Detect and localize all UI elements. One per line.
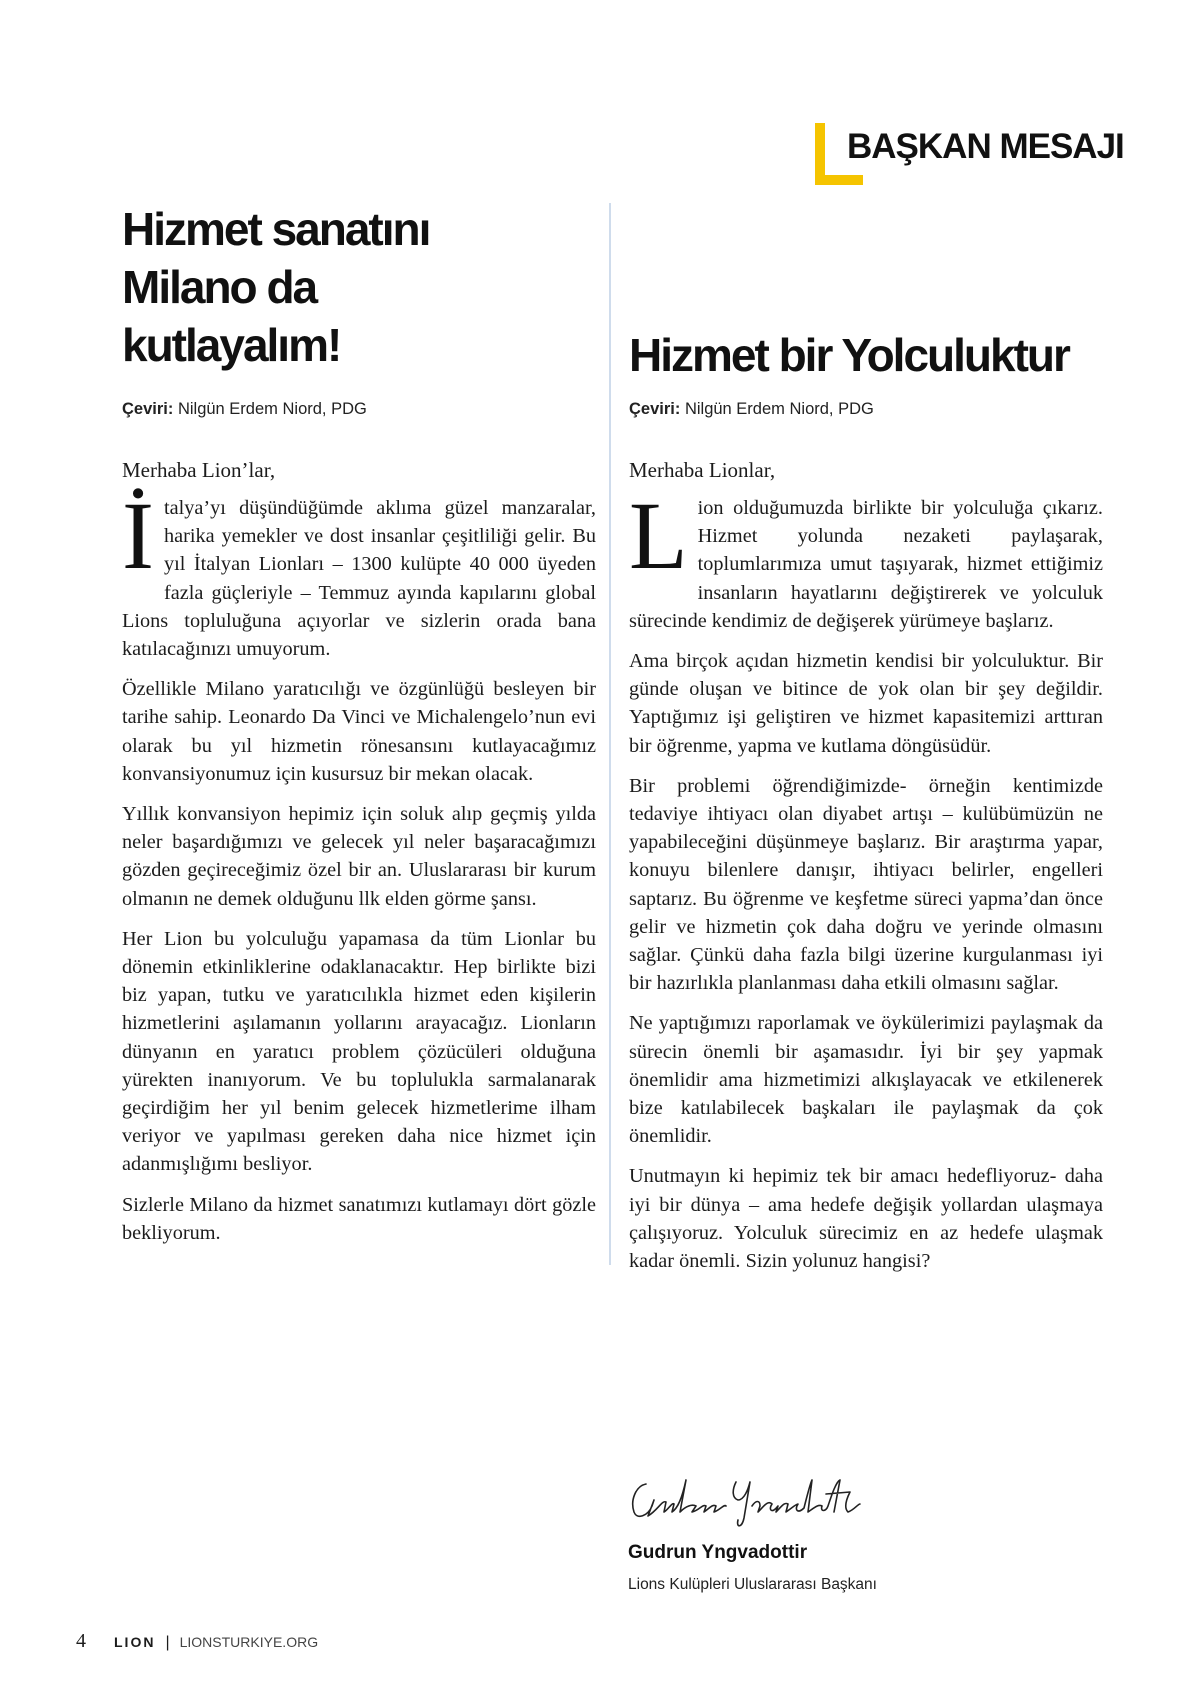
credit-name: Nilgün Erdem Niord, PDG (173, 400, 367, 418)
left-paragraph: Her Lion bu yolculuğu yapamasa da tüm Lionlar bu dönemin etkinliklerine odaklanacaktır. Hep birlikte bizi biz yapan, tutku ve yaratıcılıkla hizmet eden kişilerin hizmetlerini aşılamanın yollarını arayacağız. Lionların dünyanın en yaratıcı problem çözücüleri olduğuna yürekten inanıyorum. Ve bu toplulukla sarmalanarak geçirdiğim her yıl benim gelecek hizmetlerime ilham veriyor ve yapılması gereken daha nice hizmet için adanmışlığımı besliyor. (122, 927, 596, 1176)
section-header (815, 123, 1124, 185)
left-paragraph: Yıllık konvansiyon hepimiz için soluk alıp geçmiş yılda neler başardığımızı ve gelecek yıl neler başaracağımızı gözden geçireceğimiz özel bir an. Uluslararası bir kurum olmanın ne demek olduğunu llk elden görme şansı. (122, 803, 596, 910)
left-dropcap: İ (122, 482, 154, 589)
left-paragraph: Sizlerle Milano da hizmet sanatımızı kutlamayı dört gözle bekliyorum. (122, 1193, 596, 1244)
left-title-line: Milano da (122, 261, 317, 313)
left-article-title (122, 200, 596, 392)
left-lead-paragraph (122, 482, 596, 663)
right-lead-paragraph (629, 482, 1103, 635)
left-translator-credit (122, 400, 596, 430)
left-article (122, 200, 596, 1259)
signer-name: Gudrun Yngvadottir (628, 1542, 808, 1563)
signer-title: Lions Kulüpleri Uluslararası Başkanı (628, 1576, 877, 1593)
page-number: 4 (76, 1630, 86, 1652)
right-paragraph: Unutmayın ki hepimiz tek bir amacı hedefliyoruz- daha iyi bir dünya – ama hedefe değişik yollardan ulaşmaya çalışıyoruz. Yolculuk sürecimiz en az hedefe ulaşmak kadar önemli. Sizin yolunuz hangisi? (629, 1165, 1103, 1273)
credit-name: Nilgün Erdem Niord, PDG (680, 400, 874, 418)
website-link[interactable]: LIONSTURKIYE.ORG (179, 1634, 319, 1650)
right-translator-credit (629, 400, 1103, 430)
left-greeting: Merhaba Lion’lar, (122, 458, 276, 482)
credit-label: Çeviri: (122, 400, 174, 418)
right-paragraph: Ama birçok açıdan hizmetin kendisi bir yolculuktur. Bir günde oluşan ve bitince de yok olan bir şey değildir. Yaptığımız işi geliştiren ve hizmet kapasitemizi arttıran bir öğrenme, yapma ve kutlama döngüsüdür. (629, 650, 1103, 757)
footer-separator: | (165, 1634, 170, 1651)
signature-block (628, 1470, 1028, 1594)
column-divider (609, 203, 611, 1265)
page-footer (76, 1630, 318, 1653)
right-dropcap: L (629, 482, 688, 589)
right-paragraph: Ne yaptığımızı raporlamak ve öykülerimizi paylaşmak da sürecin önemli bir aşamasıdır. İyi bir şey yapmak önemlidir ama hizmetimizi alkışlayacak ve etkilenerek bize katılabilecek başkaları ile paylaşmak da çok önemlidir. (629, 1012, 1103, 1148)
credit-label: Çeviri: (629, 400, 681, 418)
right-paragraph: Bir problemi öğrendiğimizde- örneğin kentimizde tedaviye ihtiyacı olan diyabet artışı – kulübümüzün ne yapabileceğini düşünmeye başlarız. Bir araştırma yapar, konuyu bilenlere danışır, ihtiyacı belirler, engelleri saptarız. Bu öğrenme ve keşfetme süreci yapma’dan önce gelir ve hizmetin çok daha doğru ve yerinde olmasını sağlar. Çünkü daha fazla bilgi üzerine kurgulanması iyi bir hazırlıkla planlanması daha etkili olmasını sağlar. (629, 774, 1103, 995)
right-article (629, 200, 1103, 1287)
section-bracket-horizontal (815, 175, 863, 185)
handwritten-signature (628, 1470, 868, 1532)
left-title-line: kutlayalım! (122, 319, 341, 371)
section-label: BAŞKAN MESAJI (847, 127, 1124, 166)
left-lead-text: talya’yı düşündüğümde aklıma güzel manzaralar, harika yemekler ve dost insanlar çeşitliliği gelir. Bu yıl İtalyan Lionları – 1300 kulüpte 40 000 üyeden fazla güçleriyle – Temmuz ayında kapılarını global Lions topluluğuna açıyorlar ve sizlerin orada bana katılacağınızı umuyorum. (122, 497, 596, 661)
left-title-line: Hizmet sanatını (122, 203, 430, 255)
magazine-brand: LION (114, 1634, 156, 1650)
right-lead-text: ion olduğumuzda birlikte bir yolculuğa çıkarız. Hizmet yolunda nezaketi paylaşarak, toplumlarımıza umut taşıyarak, hizmet ettiğimiz insanların hayatlarını değiştirerek ve yolculuk sürecinde kendimiz de değişerek yürümeye başlarız. (629, 497, 1103, 632)
right-article-title: Hizmet bir Yolculuktur (629, 329, 1069, 381)
right-greeting: Merhaba Lionlar, (629, 458, 776, 482)
left-paragraph: Özellikle Milano yaratıcılığı ve özgünlüğü besleyen bir tarihe sahip. Leonardo Da Vinci ve Michalengelo’nun evi olarak bu yıl hizmetin rönesansını kutlayacağımız konvansiyonumuz için kusursuz bir mekan olacak. (122, 678, 596, 785)
